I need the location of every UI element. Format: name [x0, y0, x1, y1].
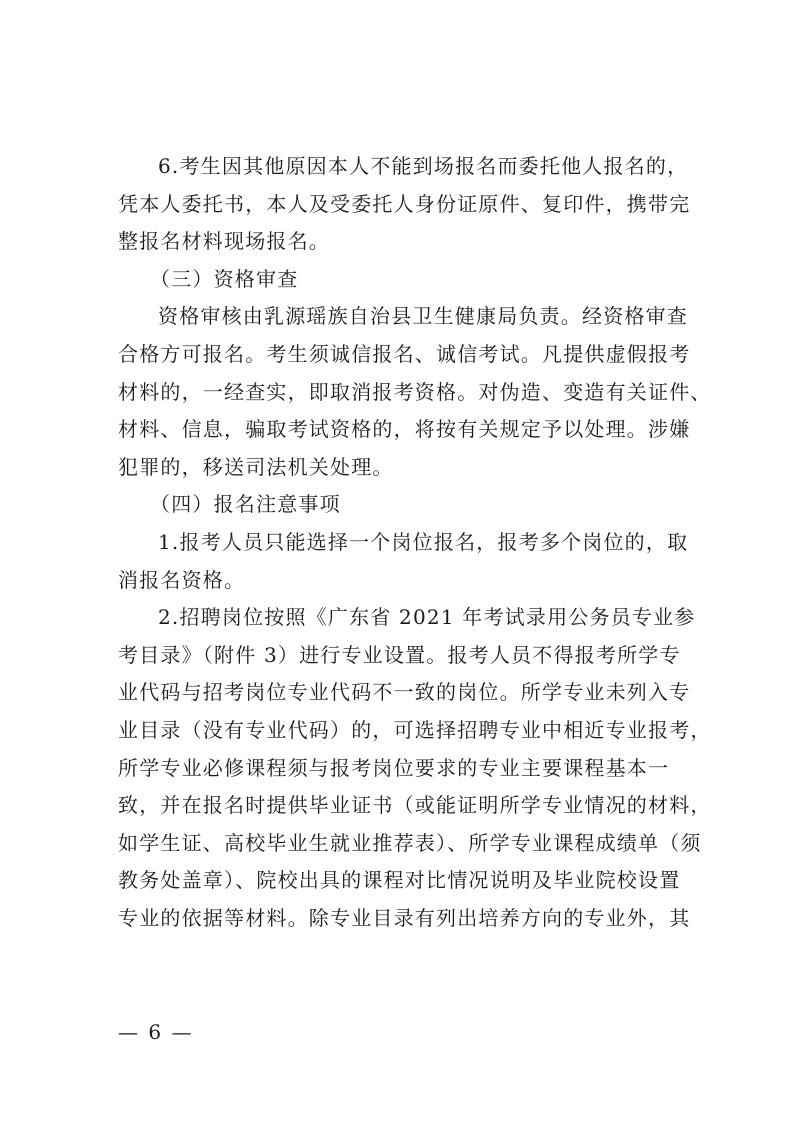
paragraph-line: 凭本人委托书，本人及受委托人身份证原件、复印件，携带完 — [118, 191, 691, 216]
paragraph-line: 1.报考人员只能选择一个岗位报名，报考多个岗位的，取 — [158, 529, 689, 554]
page-number: — 6 — — [118, 1020, 194, 1044]
paragraph-line: 整报名材料现场报名。 — [118, 229, 330, 254]
paragraph-line: 2.招聘岗位按照《广东省 2021 年考试录用公务员专业参 — [158, 605, 696, 630]
section-heading: （三）资格审查 — [150, 266, 299, 291]
page-body — [118, 148, 712, 937]
paragraph-line: 所学专业必修课程须与报考岗位要求的专业主要课程基本一 — [118, 755, 670, 780]
paragraph-line: 犯罪的，移送司法机关处理。 — [118, 454, 394, 479]
paragraph-line: 合格方可报名。考生须诚信报名、诚信考试。凡提供虚假报考 — [118, 341, 691, 366]
paragraph-line: 如学生证、高校毕业生就业推荐表）、所学专业课程成绩单（须 — [118, 830, 702, 855]
paragraph-line: 专业的依据等材料。除专业目录有列出培养方向的专业外，其 — [118, 905, 691, 930]
paragraph-line: 材料、信息，骗取考试资格的，将按有关规定予以处理。涉嫌 — [118, 417, 691, 442]
paragraph-line: 材料的，一经查实，即取消报考资格。对伪造、变造有关证件、 — [118, 379, 712, 404]
paragraph-line: 6.考生因其他原因本人不能到场报名而委托他人报名的， — [158, 154, 689, 178]
paragraph-line: 教务处盖章）、院校出具的课程对比情况说明及毕业院校设置 — [118, 868, 681, 893]
paragraph-line: 资格审核由乳源瑶族自治县卫生健康局负责。经资格审查 — [158, 304, 688, 329]
paragraph-line: 业目录（没有专业代码）的，可选择招聘专业中相近专业报考， — [118, 717, 712, 742]
section-heading: （四）报名注意事项 — [150, 492, 341, 517]
paragraph-line: 业代码与招考岗位专业代码不一致的岗位。所学专业未列入专 — [118, 680, 691, 705]
paragraph-line: 考目录》（附件 3）进行专业设置。报考人员不得报考所学专 — [118, 642, 681, 667]
paragraph-line: 消报名资格。 — [118, 567, 246, 592]
paragraph-line: 致，并在报名时提供毕业证书（或能证明所学专业情况的材料， — [118, 793, 712, 818]
